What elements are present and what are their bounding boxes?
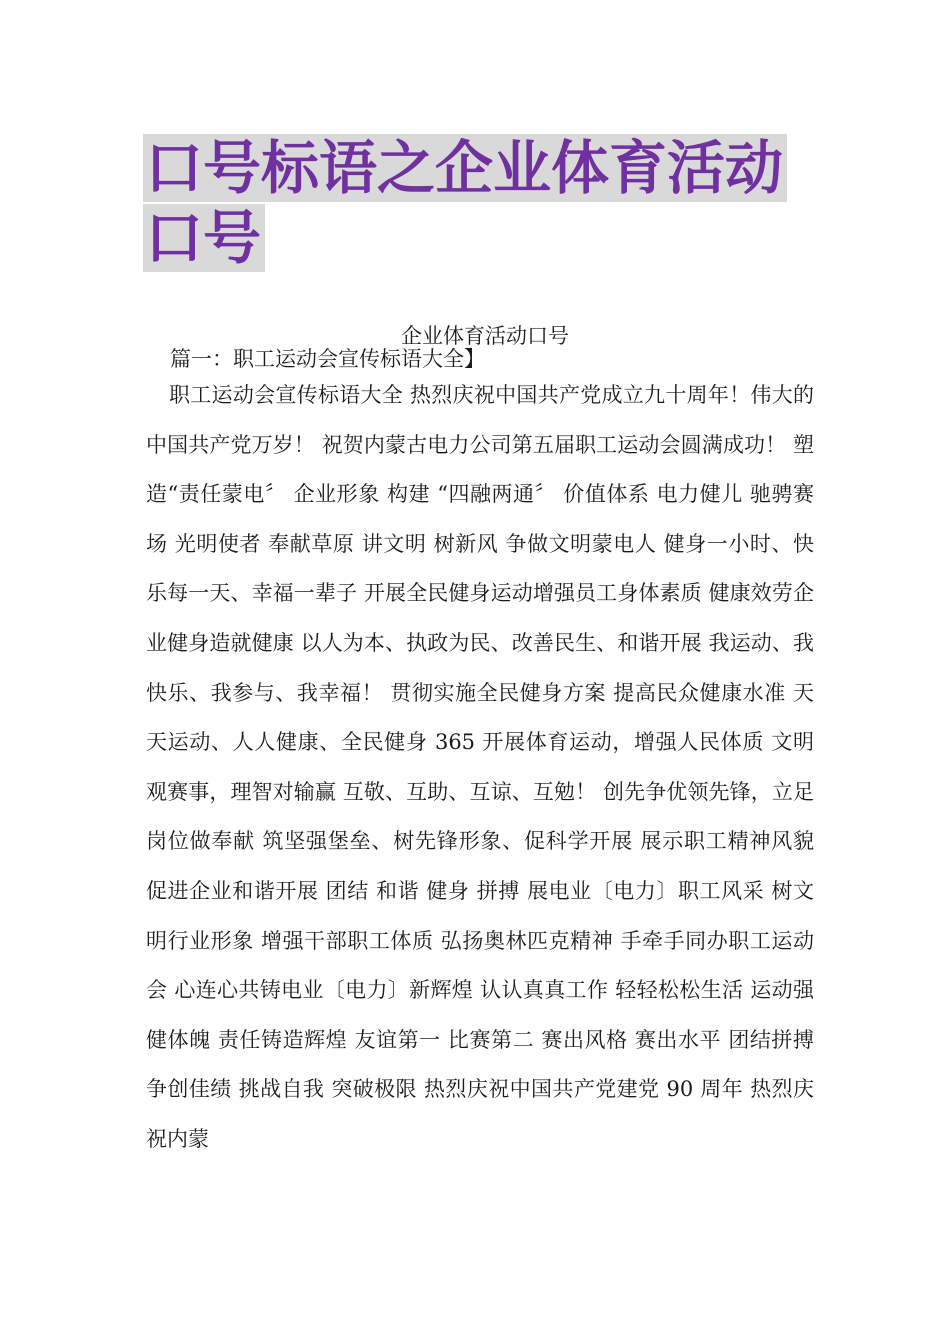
document-title-text: 口号标语之企业体育活动口号: [143, 134, 787, 272]
document-title: [143, 133, 823, 273]
section-heading: 篇一：职工运动会宣传标语大全】: [170, 347, 485, 371]
document-subtitle: 企业体育活动口号: [401, 324, 569, 348]
body-paragraph: 职工运动会宣传标语大全 热烈庆祝中国共产党成立九十周年！伟大的中国共产党万岁！ 祝贺内蒙古电力公司第五届职工运动会圆满成功！ 塑造“责任蒙电〞 企业形象 构建 “四融两通〞 价值体系 电力健儿 驰骋赛场 光明使者 奉献草原 讲文明 树新风 争做文明蒙电人 健身一小时、快乐每一天、幸福一辈子 开展全民健身运动增强员工身体素质 健康效劳企业健身造就健康 以人为本、执政为民、改善民生、和谐开展 我运动、我快乐、我参与、我幸福！ 贯彻实施全民健身方案 提高民众健康水准 天天运动、人人健康、全民健身 365 开展体育运动，增强人民体质 文明观赛事，理智对输赢 互敬、互助、互谅、互勉！ 创先争优领先锋，立足岗位做奉献 筑坚强堡垒、树先锋形象、促科学开展 展示职工精神风貌 促进企业和谐开展 团结 和谐 健身 拼搏 展电业〔电力〕职工风采 树文明行业形象 增强干部职工体质 弘扬奥林匹克精神 手牵手同办职工运动会 心连心共铸电业〔电力〕新辉煌 认认真真工作 轻轻松松生活 运动强健体魄 责任铸造辉煌 友谊第一 比赛第二 赛出风格 赛出水平 团结拼搏 争创佳绩 挑战自我 突破极限 热烈庆祝中国共产党建党 90 周年 热烈庆祝内蒙: [146, 383, 814, 1151]
